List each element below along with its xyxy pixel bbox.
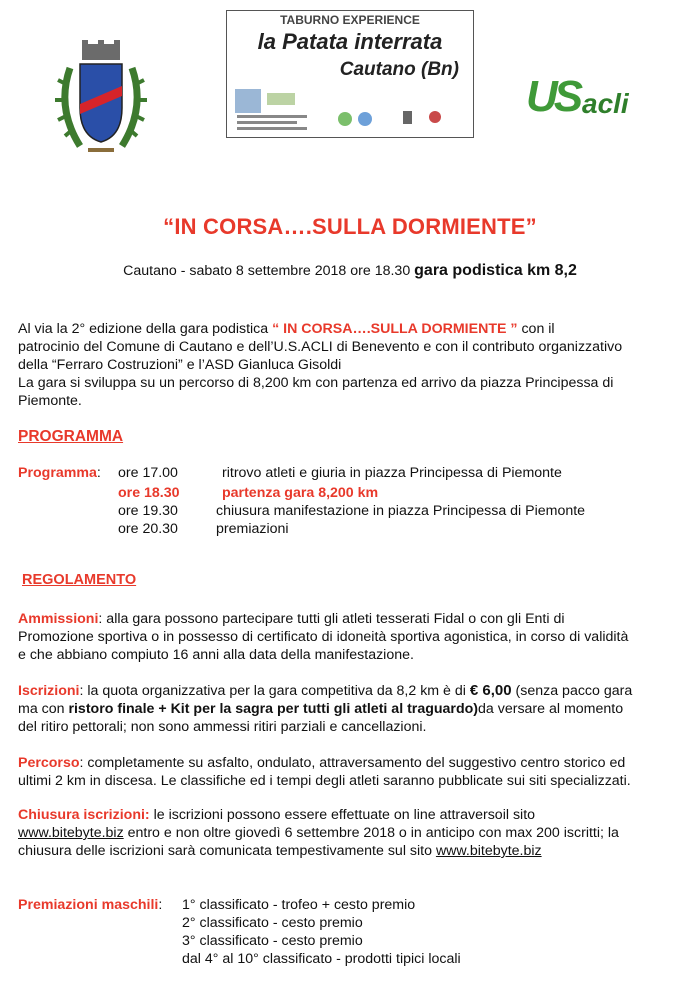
- iscrizioni-line2-c: da versare al momento: [478, 701, 624, 717]
- premiazioni-label-row: [18, 896, 162, 914]
- intro-line5: Piemonte.: [18, 393, 82, 409]
- usacli-logo: [522, 70, 642, 126]
- ammissioni-paragraph: [18, 610, 686, 664]
- ammissioni-line3: e che abbiano compiuto 16 anni alla data della manifestazione.: [18, 647, 414, 663]
- premiazioni-label: Premiazioni maschili: [18, 897, 159, 913]
- regolamento-heading: REGOLAMENTO: [22, 572, 137, 588]
- programma-label: Programma: [18, 465, 97, 481]
- percorso-line2: ultimi 2 km in discesa. Le classifiche ed i tempi degli atleti saranno pubblicate sui siti specializzati.: [18, 773, 631, 789]
- intro-line3: della “Ferraro Costruzioni” e l’ASD Gianluca Gisoldi: [18, 357, 342, 373]
- ammissioni-line2: Promozione sportiva o in possesso di certificato di idoneità sportiva agonistica, in corso di validità: [18, 629, 629, 645]
- intro-paragraph: [18, 320, 686, 410]
- iscrizioni-label: Iscrizioni: [18, 683, 80, 699]
- chiusura-line3: chiusura delle iscrizioni sarà comunicata tempestivamente sul sito: [18, 843, 436, 859]
- percorso-paragraph: [18, 754, 686, 790]
- percorso-label: Percorso: [18, 755, 80, 771]
- event-logo-graphics: [227, 11, 473, 137]
- programma-text-2: partenza gara 8,200 km: [222, 485, 379, 501]
- intro-line4: La gara si sviluppa su un percorso di 8,200 km con partenza ed arrivo da piazza Principessa di: [18, 375, 614, 391]
- subtitle: [0, 262, 700, 280]
- chiusura-line1: le iscrizioni possono essere effettuate on line attraversoil sito: [149, 807, 536, 823]
- premiazione-item-2: 2° classificato - cesto premio: [182, 915, 363, 931]
- premiazione-item-1: 1° classificato - trofeo + cesto premio: [182, 897, 416, 913]
- intro-line1-c: con il: [517, 321, 555, 337]
- event-logo: [226, 10, 474, 138]
- ammissioni-label: Ammissioni: [18, 611, 99, 627]
- programma-time-1: ore 17.00: [118, 465, 178, 481]
- chiusura-line2: entro e non oltre giovedì 6 settembre 2018 o in anticipo con max 200 iscritti; la: [123, 825, 619, 841]
- intro-race-name: “ IN CORSA….SULLA DORMIENTE ”: [272, 321, 518, 337]
- usacli-logo-us: US: [526, 72, 580, 121]
- iscrizioni-paragraph: [18, 682, 686, 736]
- subtitle-bold: gara podistica km 8,2: [414, 262, 577, 279]
- event-logo-top-text: TABURNO EXPERIENCE: [280, 13, 420, 27]
- premiazioni-colon: :: [158, 897, 163, 913]
- ammissioni-line1: : alla gara possono partecipare tutti gli atleti tesserati Fidal o con gli Enti di: [98, 611, 565, 627]
- event-logo-line1: la Patata interrata: [257, 29, 443, 54]
- bitebyte-link-2[interactable]: www.bitebyte.biz: [435, 843, 542, 859]
- programma-heading: PROGRAMMA: [18, 428, 124, 445]
- programma-colon: :: [96, 465, 101, 481]
- subtitle-plain: Cautano - sabato 8 settembre 2018 ore 18.30: [123, 263, 415, 279]
- municipal-crest-logo: [52, 38, 150, 158]
- iscrizioni-line1-a: : la quota organizzativa per la gara competitiva da 8,2 km è di: [79, 683, 470, 699]
- premiazione-item-4: dal 4° al 10° classificato - prodotti tipici locali: [182, 951, 461, 967]
- programma-time-3: ore 19.30: [118, 503, 178, 519]
- event-logo-line2: Cautano (Bn): [339, 59, 459, 80]
- intro-line2: patrocinio del Comune di Cautano e dell’U.S.ACLI di Benevento e con il contributo organizzativo: [18, 339, 623, 355]
- programma-time-2: ore 18.30: [118, 485, 180, 501]
- iscrizioni-fee: € 6,00: [469, 682, 512, 699]
- programma-text-3: chiusura manifestazione in piazza Principessa di Piemonte: [216, 503, 586, 519]
- programma-text-1: ritrovo atleti e giuria in piazza Principessa di Piemonte: [222, 465, 562, 481]
- iscrizioni-line2-a: ma con: [18, 701, 69, 717]
- programma-label-row: [18, 464, 101, 482]
- iscrizioni-line3: del ritiro pettorali; non sono ammessi ritiri parziali e cancellazioni.: [18, 719, 427, 735]
- premiazione-item-3: 3° classificato - cesto premio: [182, 933, 363, 949]
- chiusura-label: Chiusura iscrizioni:: [18, 807, 150, 823]
- chiusura-paragraph: [18, 806, 686, 860]
- programma-text-4: premiazioni: [216, 521, 289, 537]
- iscrizioni-line2-bold: ristoro finale + Kit per la sagra per tutti gli atleti al traguardo): [68, 701, 479, 717]
- bitebyte-link-1[interactable]: www.bitebyte.biz: [18, 825, 124, 841]
- intro-line1-a: Al via la 2° edizione della gara podistica: [18, 321, 273, 337]
- iscrizioni-line1-c: (senza pacco gara: [511, 683, 633, 699]
- page-title: “IN CORSA….SULLA DORMIENTE”: [163, 214, 537, 239]
- usacli-logo-acli: acli: [582, 88, 629, 119]
- percorso-line1: : completamente su asfalto, ondulato, attraversamento del suggestivo centro storico ed: [79, 755, 626, 771]
- programma-time-4: ore 20.30: [118, 521, 178, 537]
